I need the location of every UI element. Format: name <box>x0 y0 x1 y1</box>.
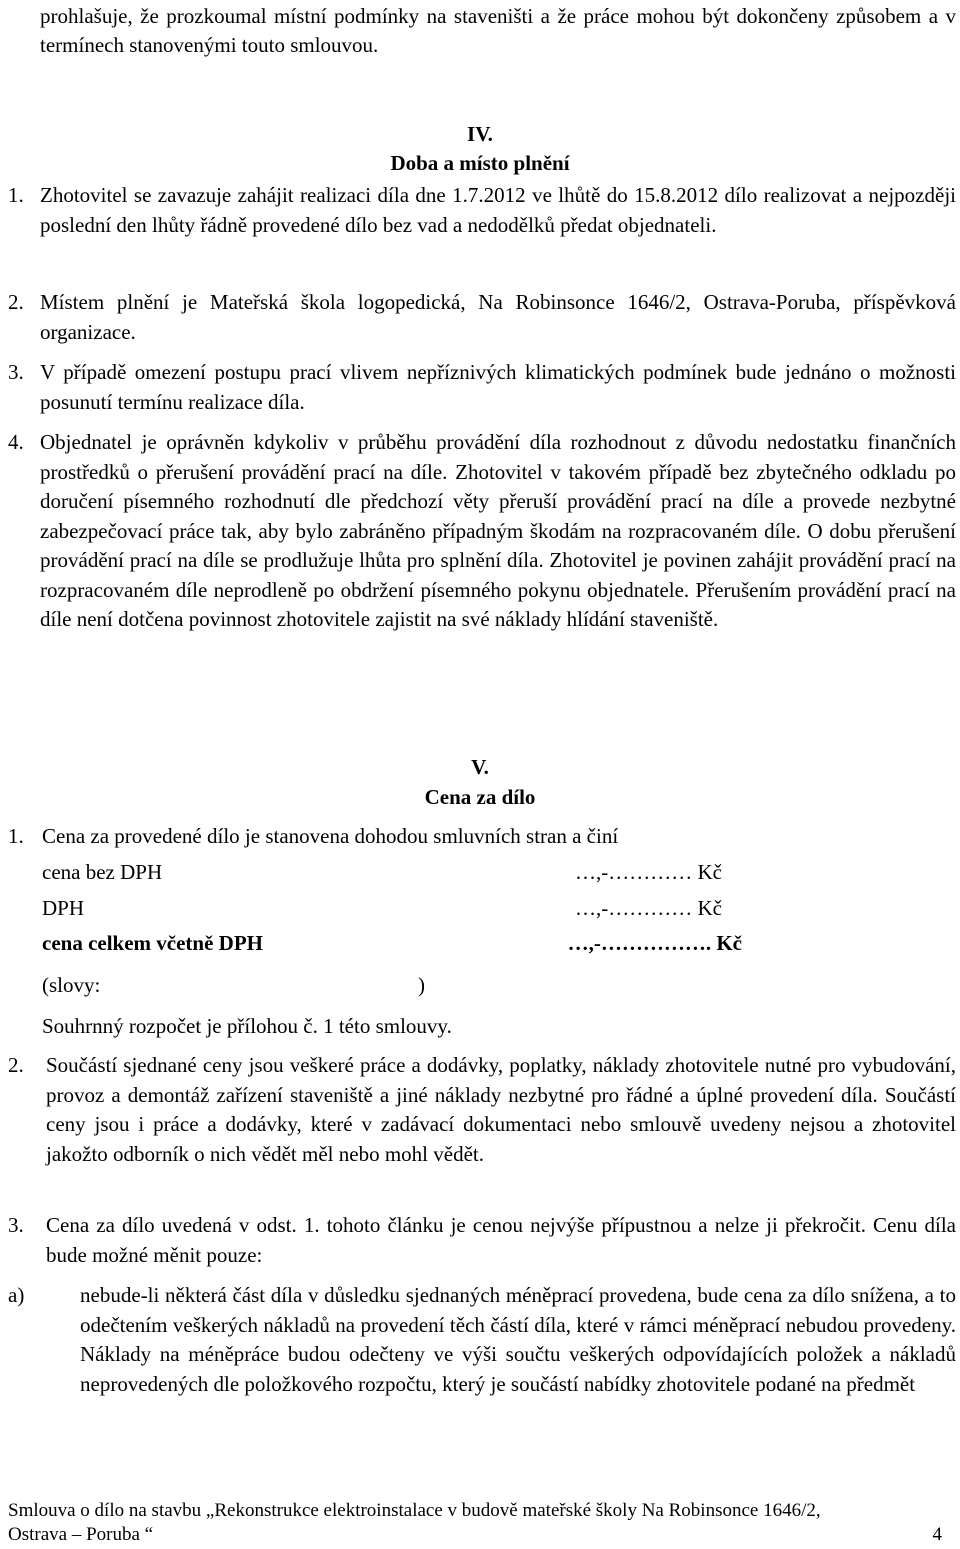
page-footer <box>8 1499 952 1547</box>
section-5-number: V. <box>471 755 489 779</box>
section-4-item-3 <box>8 358 956 417</box>
item-text: Místem plnění je Mateřská škola logopedická, Na Robinsonce 1646/2, Ostrava-Poruba, příspěvková organizace. <box>40 290 956 344</box>
slovy-label: (slovy: <box>42 973 101 997</box>
section-5-item-1 <box>8 822 956 852</box>
souhrnny-rozpocet-row <box>42 1011 742 1041</box>
item-number: 2. <box>8 290 24 314</box>
sub-item-text: nebude-li některá část díla v důsledku sjednaných méněprací provedena, bude cena za dílo snížena, a to odečtením veškerých nákladů na provedení těch částí díla, které v rámci méněprací nebudou provedeny. Náklady na méněpráce budou odečteny ve výši součtu veškerých odpovídajících položek a nákladů neprovedených dle položkového rozpočtu, který je součástí nabídky zhotovitele podané na předmět <box>80 1283 956 1396</box>
section-4-item-2 <box>8 288 956 347</box>
item-number: 3. <box>8 360 24 384</box>
item-text: Cena za dílo uvedená v odst. 1. tohoto článku je cenou nejvýše přípustnou a nelze ji překročit. Cenu díla bude možné měnit pouze: <box>46 1213 956 1267</box>
section-5-item-3 <box>8 1211 956 1270</box>
section-5-title: Cena za dílo <box>424 785 536 809</box>
section-4-title: Doba a místo plnění <box>390 151 570 175</box>
item-text: Zhotovitel se zavazuje zahájit realizaci díla dne 1.7.2012 ve lhůtě do 15.8.2012 dílo realizovat a nejpozději poslední den lhůty řádně provedené dílo bez vad a nedodělků předat objednateli. <box>40 183 956 237</box>
price-value: …,-……………. Kč <box>567 931 742 955</box>
sub-item-letter: a) <box>8 1283 25 1307</box>
section-4-number: IV. <box>467 122 493 146</box>
item-number: 4. <box>8 430 24 454</box>
item-number: 1. <box>8 183 24 207</box>
item-number: 1. <box>8 824 24 848</box>
item-number: 2. <box>8 1053 24 1077</box>
intro-paragraph: prohlašuje, že prozkoumal místní podmínky na staveništi a že práce mohou být dokončeny způsobem a v termínech stanovenými touto smlouvou. <box>40 4 956 57</box>
price-value: …,-………… Kč <box>575 860 722 884</box>
page-number: 4 <box>932 1524 942 1545</box>
price-row-total <box>42 928 742 958</box>
section-4-item-1 <box>8 181 956 240</box>
item-text: Cena za provedené dílo je stanovena dohodou smluvních stran a činí <box>42 824 619 848</box>
souhrnny-text: Souhrnný rozpočet je přílohou č. 1 této smlouvy. <box>42 1014 452 1038</box>
price-row-without-vat <box>42 857 742 887</box>
price-value: …,-………… Kč <box>575 896 722 920</box>
footer-line-2: Ostrava – Poruba “ <box>8 1524 154 1545</box>
section-4-item-4 <box>8 428 956 635</box>
item-number: 3. <box>8 1213 24 1237</box>
price-label: DPH <box>42 896 85 920</box>
item-text: V případě omezení postupu prací vlivem nepříznivých klimatických podmínek bude jednáno o možnosti posunutí termínu realizace díla. <box>40 360 956 414</box>
footer-line-1: Smlouva o dílo na stavbu „Rekonstrukce elektroinstalace v budově mateřské školy Na Robinsonce 1646/2, <box>8 1500 821 1521</box>
item-text: Objednatel je oprávněn kdykoliv v průběhu provádění díla rozhodnout z důvodu nedostatku finančních prostředků o přerušení provádění prací na díle. Zhotovitel v takovém případě bez zbytečného odkladu po doručení písemného rozhodnutí dle předchozí věty přeruší provádění prací na díle a provede nezbytné zabezpečovací práce tak, aby bylo zabráněno případným škodám na rozpracovaném díle. O dobu přerušení provádění prací na díle se prodlužuje lhůta pro splnění díla. Zhotovitel je povinen zahájit provádění prací na rozpracovaném díle neprodleně po obdržení písemného pokynu objednatele. Přerušením provádění prací na díle není dotčena povinnost zhotovitele zajistit na své náklady hlídání staveniště. <box>40 430 956 631</box>
price-label: cena celkem včetně DPH <box>42 931 264 955</box>
item-text: Součástí sjednané ceny jsou veškeré práce a dodávky, poplatky, náklady zhotovitele nutné pro vybudování, provoz a demontáž zařízení staveniště a jiné náklady nezbytné pro řádné a úplné provedení díla. Součástí ceny jsou i práce a dodávky, které v zadávací dokumentaci nebo smlouvě uvedeny nejsou a zhotovitel jakožto odborník o nich vědět měl nebo mohl vědět. <box>46 1053 956 1166</box>
section-5-item-2 <box>8 1051 956 1169</box>
slovy-row <box>42 970 742 1000</box>
slovy-close: ) <box>418 973 425 997</box>
price-row-vat <box>42 893 742 923</box>
section-5-item-3-sub-a <box>8 1281 956 1399</box>
price-label: cena bez DPH <box>42 860 163 884</box>
